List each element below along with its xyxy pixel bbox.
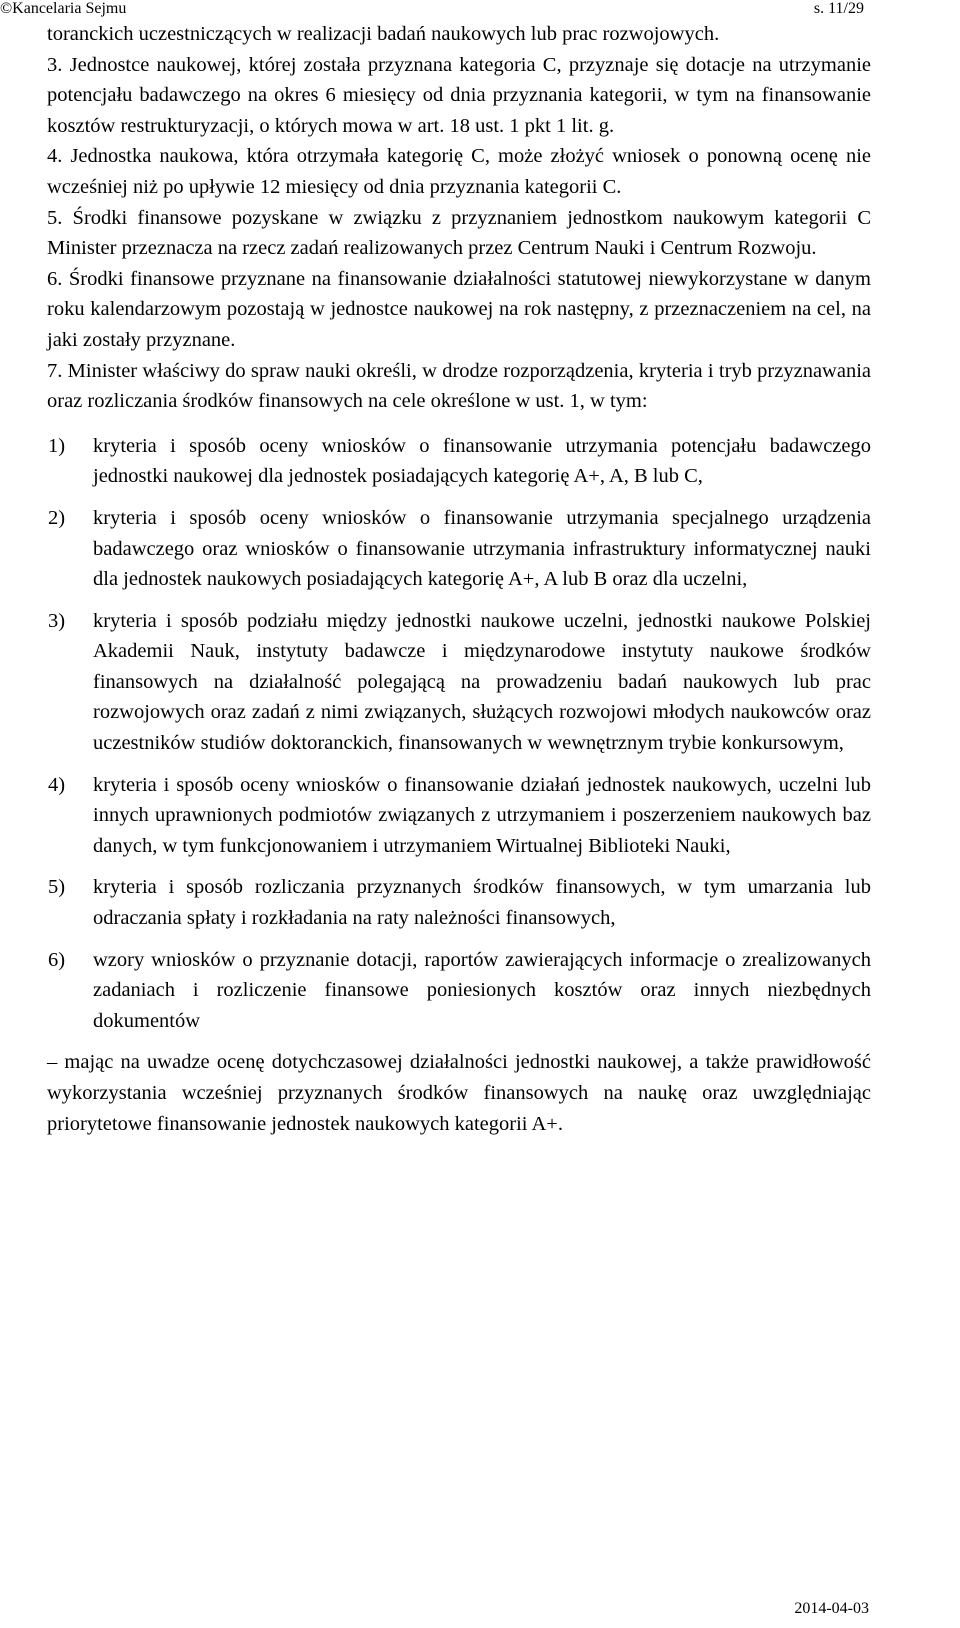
list-item-text: kryteria i sposób oceny wniosków o finansowanie działań jednostek naukowych, uczelni lub innych uprawnionych podmiotów związanych z utrzymaniem i poszerzeniem naukowych baz danych, w tym funkcjonowaniem i utrzymaniem Wirtualnej Biblioteki Nauki, — [93, 773, 871, 857]
closing-paragraph: – mając na uwadze ocenę dotychczasowej działalności jednostki naukowej, a także prawidłowość wykorzystania wcześniej przyznanych środków finansowych na naukę oraz uwzględniając priorytetowe finansowanie jednostek naukowych kategorii A+. — [47, 1051, 871, 1135]
list-item — [47, 503, 871, 595]
list-item-text: kryteria i sposób rozliczania przyznanych środków finansowych, w tym umarzania lub odraczania spłaty i rozkładania na raty należności finansowych, — [93, 876, 871, 930]
list-item — [47, 770, 871, 862]
list-item-number: 6) — [48, 948, 66, 971]
list-item — [47, 872, 871, 933]
copyright-header: ©Kancelaria Sejmu — [0, 0, 127, 17]
footer-date: 2014-04-03 — [794, 1600, 869, 1617]
criteria-list — [47, 431, 871, 1037]
list-item-number: 4) — [48, 773, 66, 796]
list-item-number: 3) — [48, 609, 66, 632]
list-item-number: 2) — [48, 506, 66, 529]
paragraph-5: 5. Środki finansowe pozyskane w związku z przyznaniem jednostkom naukowym kategorii C Minister przeznacza na rzecz zadań realizowanych przez Centrum Nauki i Centrum Rozwoju. — [47, 206, 871, 260]
list-item-text: kryteria i sposób oceny wniosków o finansowanie utrzymania potencjału badawczego jednostki naukowej dla jednostek posiadających kategorię A+, A, B lub C, — [93, 434, 871, 488]
list-item-text: kryteria i sposób oceny wniosków o finansowanie utrzymania specjalnego urządzenia badawczego oraz wniosków o finansowanie utrzymania infrastruktury informatycznej nauki dla jednostek naukowych posiadających kategorię A+, A lub B oraz dla uczelni, — [93, 506, 871, 591]
list-item-number: 1) — [48, 434, 66, 457]
list-item-text: wzory wniosków o przyznanie dotacji, raportów zawierających informacje o zrealizowanych zadaniach i rozliczenie finansowe poniesionych kosztów oraz innych niezbędnych dokumentów — [93, 948, 871, 1032]
page-number: s. 11/29 — [813, 0, 864, 17]
continuation-paragraph: toranckich uczestniczących w realizacji badań naukowych lub prac rozwojowych. — [47, 23, 720, 45]
list-item-number: 5) — [48, 876, 66, 899]
paragraph-7: 7. Minister właściwy do spraw nauki określi, w drodze rozporządzenia, kryteria i tryb przyznawania oraz rozliczania środków finansowych na cele określone w ust. 1, w tym: — [47, 359, 871, 413]
list-item — [47, 606, 871, 759]
paragraph-4: 4. Jednostka naukowa, która otrzymała kategorię C, może złożyć wniosek o ponowną ocenę nie wcześniej niż po upływie 12 miesięcy od dnia przyznania kategorii C. — [47, 145, 871, 198]
document-body — [47, 19, 871, 1139]
list-item — [47, 945, 871, 1037]
list-item — [47, 431, 871, 492]
paragraph-3: 3. Jednostce naukowej, której została przyznana kategoria C, przyznaje się dotacje na utrzymanie potencjału badawczego na okres 6 miesięcy od dnia przyznania kategorii, w tym na finansowanie kosztów restrukturyzacji, o których mowa w art. 18 ust. 1 pkt 1 lit. g. — [47, 53, 871, 137]
paragraph-6: 6. Środki finansowe przyznane na finansowanie działalności statutowej niewykorzystane w danym roku kalendarzowym pozostają w jednostce naukowej na rok następny, z przeznaczeniem na cel, na jaki zostały przyznane. — [47, 267, 871, 351]
list-item-text: kryteria i sposób podziału między jednostki naukowe uczelni, jednostki naukowe Polskiej Akademii Nauk, instytuty badawcze i międzynarodowe instytuty naukowe środków finansowych na działalność polegającą na prowadzeniu badań naukowych lub prac rozwojowych oraz zadań z nimi związanych, służących rozwojowi młodych naukowców oraz uczestników studiów doktoranckich, finansowanych w wewnętrznym trybie konkursowym, — [93, 609, 871, 755]
